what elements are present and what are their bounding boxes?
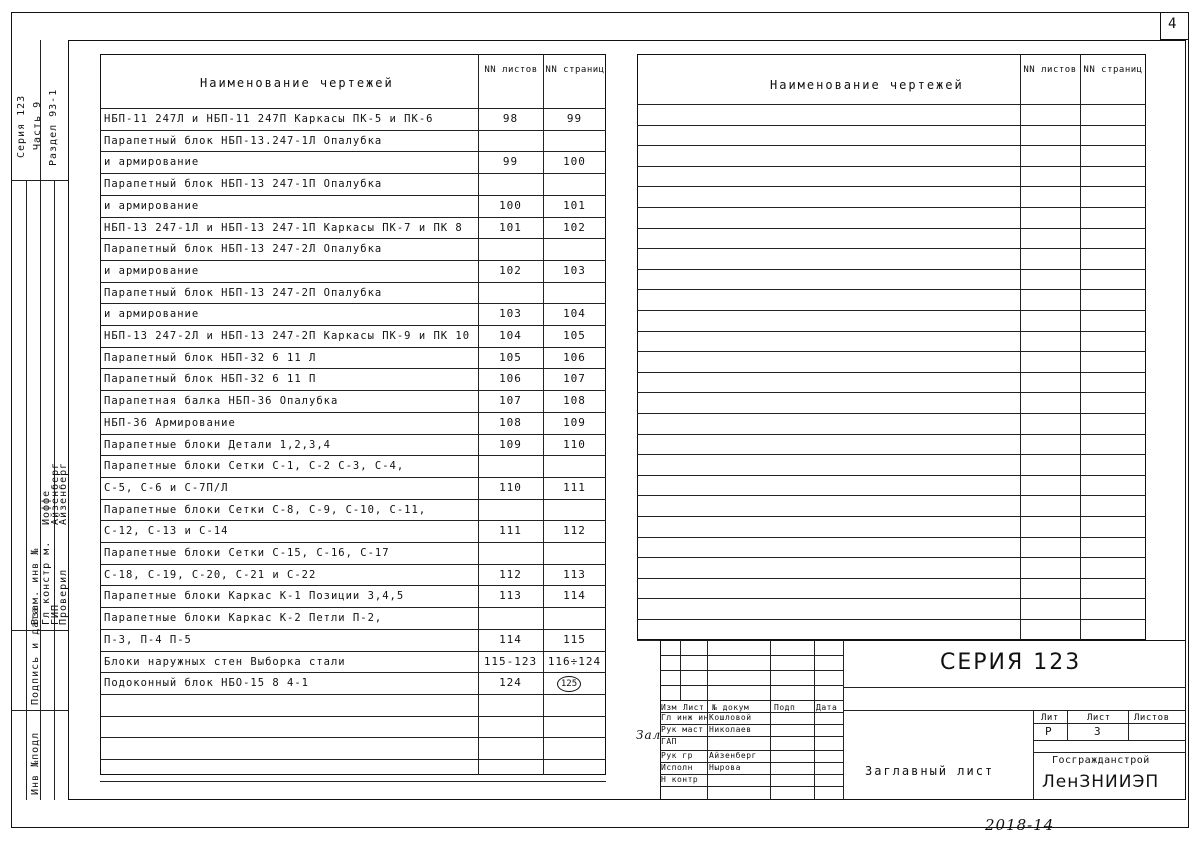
empty-row-line <box>637 413 1146 414</box>
table-row-name: и армирование <box>104 308 200 321</box>
table-row-sheet: 103 <box>499 307 522 321</box>
table-row-sheet: 104 <box>499 329 522 342</box>
empty-row-line <box>637 186 1146 187</box>
series-label: Серия 123 <box>16 94 27 158</box>
right-table <box>637 54 1146 640</box>
table-row-page: 115 <box>563 632 586 646</box>
role-gip: ГИП <box>50 603 61 625</box>
table-row-page: 109 <box>563 415 586 429</box>
table-row-page: 102 <box>563 220 586 234</box>
stage-header-lit: Лит <box>1041 713 1059 723</box>
table-row-page: 106 <box>563 350 586 364</box>
table-row-sheet: 110 <box>499 480 522 494</box>
table-row-name: Парапетный блок НБП-32 6 11 Л <box>104 351 317 364</box>
table-row-name: Парапетные блоки Сетки С-1, С-2 С-3, С-4, <box>104 460 405 473</box>
table-row-page: 125 <box>557 676 581 692</box>
table-row-sheet: 100 <box>499 198 522 212</box>
empty-row-line <box>637 434 1146 435</box>
table-row-name: Парапетные блоки Каркас К-2 Петли П-2, <box>104 612 383 625</box>
table-row-name: Парапетная балка НБП-36 Опалубка <box>104 395 339 408</box>
table-row-sheet: 101 <box>499 220 522 234</box>
org-line-1: Госгражданстрой <box>1052 755 1150 766</box>
empty-row-line <box>637 495 1146 496</box>
table-row-name: и армирование <box>104 264 200 277</box>
table-row-name: Парапетные блоки Каркас К-1 Позиции 3,4,5 <box>104 590 405 603</box>
empty-row-line <box>637 248 1146 249</box>
table-row-name: НБП-36 Армирование <box>104 416 236 429</box>
title-name: Айзенберг <box>709 751 757 760</box>
table-row-page: 108 <box>563 394 586 408</box>
table-row-page: 100 <box>563 155 586 169</box>
empty-row-line <box>637 372 1146 373</box>
table-row-sheet: 112 <box>499 567 522 581</box>
title-role: ГАП <box>661 737 677 746</box>
series-title: СЕРИЯ 123 <box>940 650 1082 675</box>
table-row-name: НБП-13 247-1Л и НБП-13 247-1П Каркасы ПК-7 и ПК 8 <box>104 221 463 234</box>
table-row-name: С-5, С-6 и С-7П/Л <box>104 481 229 494</box>
left-header-name: Наименование чертежей <box>200 76 394 90</box>
empty-row-line <box>637 392 1146 393</box>
table-row-sheet: 105 <box>499 350 522 364</box>
table-row-sheet: 109 <box>499 437 522 451</box>
table-row-sheet: 124 <box>499 676 522 690</box>
name-aizenberg-1: Айзенберг <box>50 461 61 525</box>
right-header-sheets: NN листов <box>1023 65 1077 75</box>
page-number: 4 <box>1168 16 1178 32</box>
table-row-page: 105 <box>563 329 586 342</box>
title-name: Нырова <box>709 763 741 772</box>
signature-date-label: Подпись и дата <box>30 606 41 705</box>
role-chief-designer: Гл констр м. <box>41 540 52 625</box>
empty-row-line <box>637 578 1146 579</box>
table-row-page: 103 <box>563 263 586 277</box>
empty-row-line <box>637 166 1146 167</box>
table-row-name: НБП-11 247Л и НБП-11 247П Каркасы ПК-5 и ПК-6 <box>104 113 434 125</box>
stage-value-lit: Р <box>1045 725 1053 738</box>
col-header-date: Дата <box>816 703 838 712</box>
stage-value-sheet: 3 <box>1094 725 1102 738</box>
table-row-sheet: 107 <box>499 394 522 408</box>
table-row-sheet: 115-123 <box>483 654 538 668</box>
title-role: Н контр <box>661 775 699 784</box>
empty-row-line <box>637 289 1146 290</box>
inventory-label: Инв №подл <box>30 731 41 795</box>
empty-row-line <box>637 557 1146 558</box>
table-row-name: НБП-13 247-2Л и НБП-13 247-2П Каркасы ПК-9 и ПК 10 <box>104 330 471 342</box>
empty-row-line <box>637 619 1146 620</box>
table-row-name: Блоки наружных стен Выборка стали <box>104 655 346 668</box>
table-row-sheet: 106 <box>499 372 522 386</box>
table-row-sheet: 99 <box>502 155 519 169</box>
margin-note: Зал <box>636 728 662 742</box>
table-row-sheet: 102 <box>499 263 522 277</box>
name-aizenberg-2: Айзенберг <box>58 461 69 525</box>
table-row-page: 107 <box>563 372 586 386</box>
table-row-name: С-18, С-19, С-20, С-21 и С-22 <box>104 568 317 581</box>
table-row-sheet: 98 <box>502 112 519 125</box>
table-row-page: 113 <box>563 567 586 581</box>
title-name: Кошловой <box>709 713 752 722</box>
right-header-pages: NN страниц <box>1083 65 1143 75</box>
table-row-page: 99 <box>566 112 583 125</box>
empty-row-line <box>637 598 1146 599</box>
table-row-name: и армирование <box>104 156 200 169</box>
table-row-name: Парапетный блок НБП-13 247-2П Опалубка <box>104 286 383 299</box>
col-header-sheet: Лист <box>683 703 705 712</box>
table-row-sheet: 114 <box>499 632 522 646</box>
left-header-sheets: NN листов <box>484 65 538 75</box>
name-ioffe: Иоффе <box>41 489 52 525</box>
stage-header-sheet: Лист <box>1087 713 1111 723</box>
table-row-page: 101 <box>563 198 586 212</box>
table-row-name: Парапетный блок НБП-13 247-2Л Опалубка <box>104 243 383 256</box>
part-label: Часть 9 <box>32 100 43 150</box>
table-row-sheet: 108 <box>499 415 522 429</box>
col-header-change: Изм <box>661 703 677 712</box>
table-row-sheet: 111 <box>499 524 522 538</box>
sheet-title: Заглавный лист <box>865 764 995 778</box>
table-row-name: П-3, П-4 П-5 <box>104 633 192 646</box>
table-row-name: Парапетный блок НБП-13 247-1П Опалубка <box>104 178 383 191</box>
org-line-2: ЛенЗНИИЭП <box>1042 772 1160 792</box>
empty-row-line <box>637 331 1146 332</box>
table-row-name: С-12, С-13 и С-14 <box>104 525 229 538</box>
empty-row-line <box>637 516 1146 517</box>
footer-code: 2018-14 <box>985 816 1055 834</box>
empty-row-line <box>637 537 1146 538</box>
title-role: Рук маст <box>661 725 704 734</box>
table-row-name: Парапетный блок НБП-32 6 11 П <box>104 373 317 386</box>
table-row-page: 110 <box>563 437 586 451</box>
empty-row-line <box>637 207 1146 208</box>
empty-row-line <box>637 269 1146 270</box>
empty-row-line <box>637 475 1146 476</box>
title-name: Николаев <box>709 725 752 734</box>
table-row-name: Парапетные блоки Сетки С-15, С-16, С-17 <box>104 547 390 559</box>
empty-row-line <box>637 125 1146 126</box>
table-row-name: Парапетные блоки Сетки С-8, С-9, С-10, С-11, <box>104 503 427 516</box>
table-row-name: Парапетные блоки Детали 1,2,3,4 <box>104 438 331 451</box>
table-row-name: Парапетный блок НБП-13.247-1Л Опалубка <box>104 134 383 147</box>
table-row-page: 114 <box>563 589 586 603</box>
title-role: Гл инж ин <box>661 713 709 722</box>
empty-row-line <box>637 454 1146 455</box>
right-header-name: Наименование чертежей <box>770 78 964 92</box>
section-label: Раздел 93-1 <box>48 88 59 166</box>
empty-row-line <box>637 351 1146 352</box>
stage-header-sheets: Листов <box>1134 713 1170 723</box>
title-role: Исполн <box>661 763 693 772</box>
table-row-page: 116÷124 <box>547 654 602 668</box>
col-header-doc: № докум <box>712 703 750 712</box>
empty-row-line <box>637 145 1146 146</box>
table-row-name: и армирование <box>104 199 200 212</box>
table-row-name: Подоконный блок НБО-15 8 4-1 <box>104 677 310 690</box>
table-row-page: 111 <box>563 480 586 494</box>
table-row-page: 104 <box>563 307 586 321</box>
col-header-sign: Подп <box>774 703 796 712</box>
role-checked: Проверил <box>58 568 69 625</box>
replaced-inventory-label: Взам. инв № <box>30 547 41 625</box>
table-row-page: 112 <box>563 524 586 538</box>
empty-row-line <box>637 310 1146 311</box>
table-row-sheet: 113 <box>499 589 522 603</box>
left-header-pages: NN страниц <box>545 65 605 75</box>
title-role: Рук гр <box>661 751 693 760</box>
empty-row-line <box>637 228 1146 229</box>
